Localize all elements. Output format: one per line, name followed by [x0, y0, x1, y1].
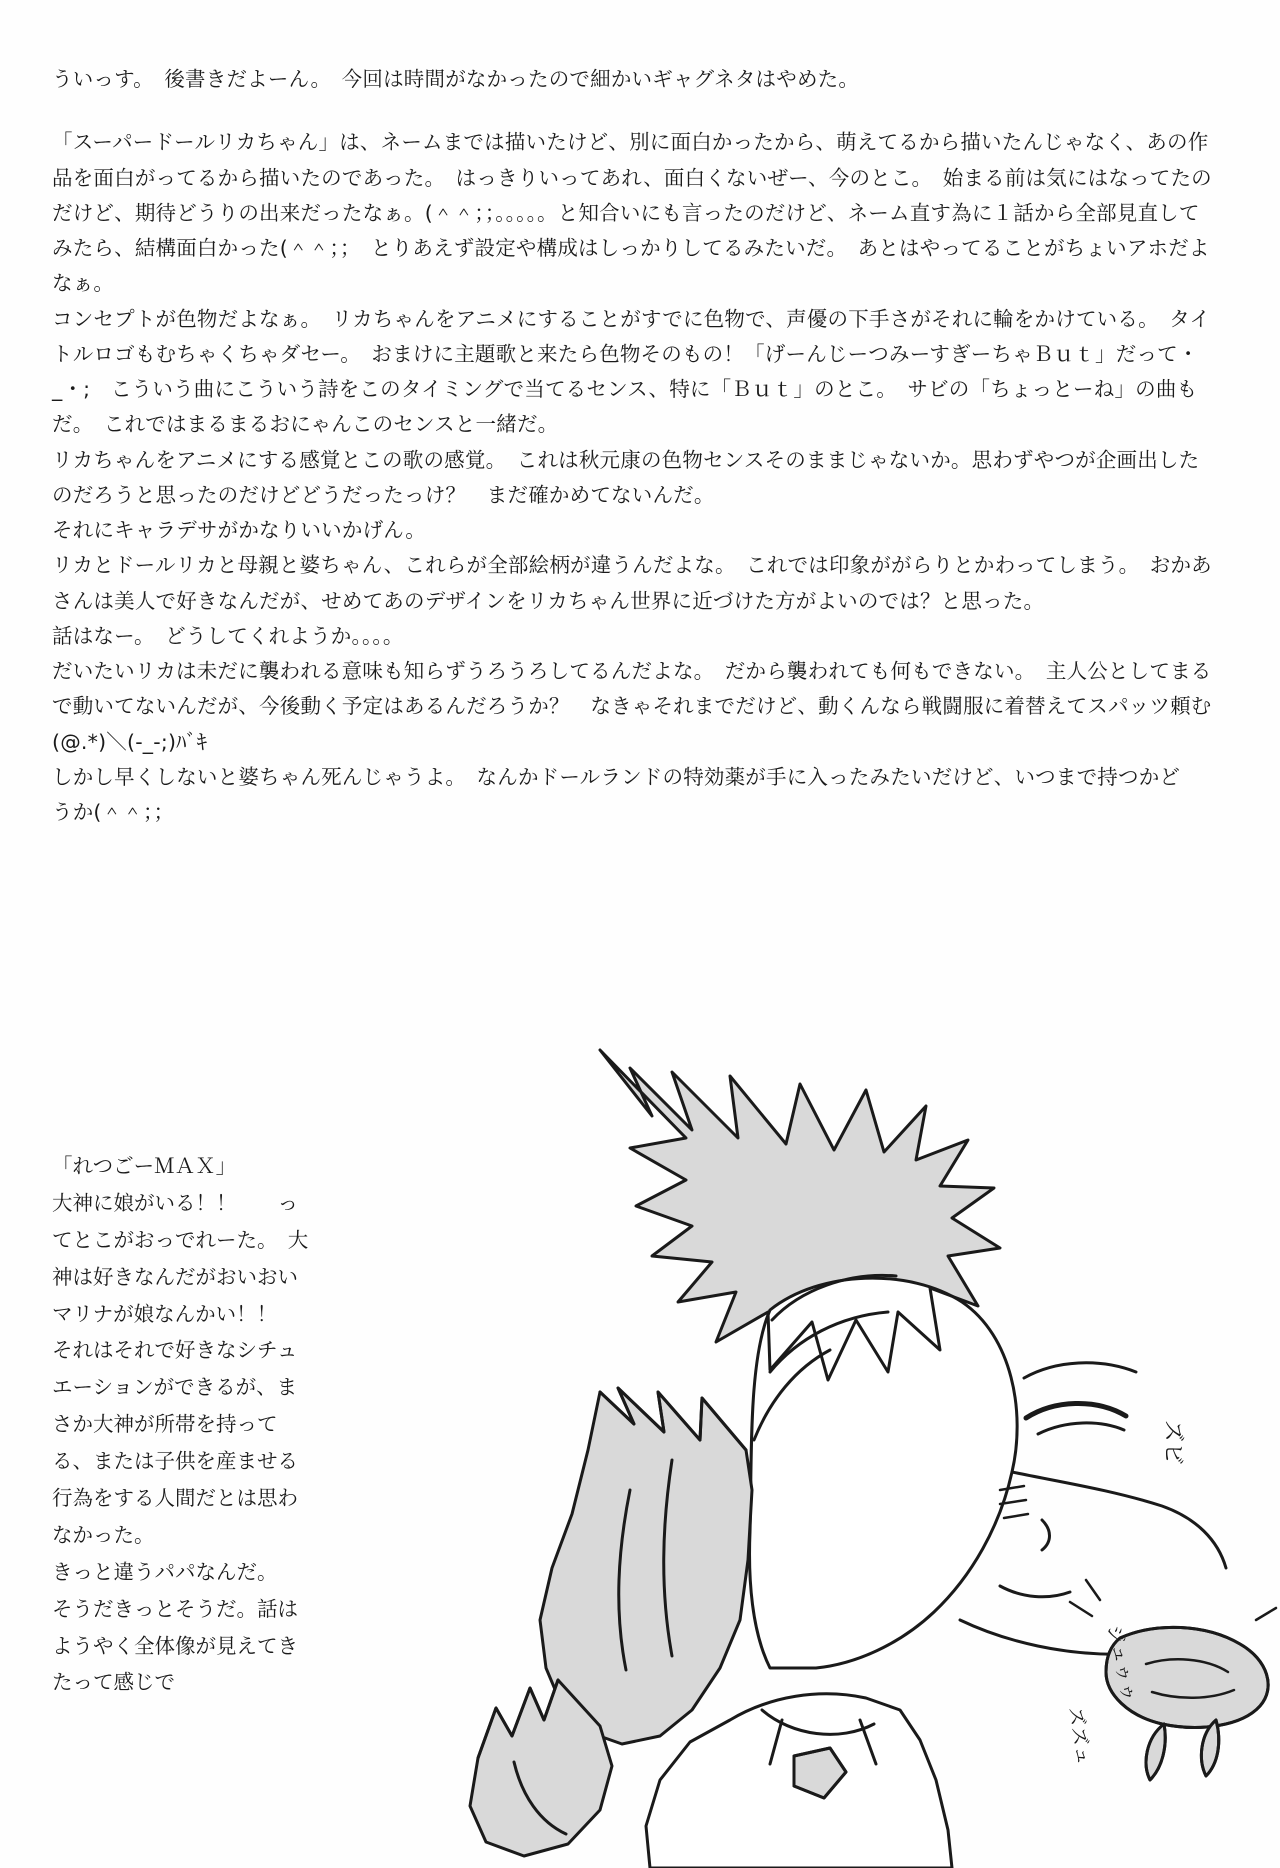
- afterword-paragraph: だいたいリカは未だに襲われる意味も知らずうろうろしてるんだよな。 だから襲われても何もできない。 主人公としてまるで動いてないんだが、今後動く予定はあるんだろうか？ なきゃそれまでだけど、動くんなら戦闘服に着替えてスパッツ頼む(@.*)＼(-_-;)ﾊﾞｷ: [52, 659, 1212, 754]
- afterword-paragraph: コンセプトが色物だよなぁ。 リカちゃんをアニメにすることがすでに色物で、声優の下手さがそれに輪をかけている。 タイトルロゴもむちゃくちゃダセー。 おまけに主題歌と来たら色物そのもの！「げーんじーつみーすぎーちゃＢｕｔ」だって・_・; こういう曲にこういう詩をこのタイミングで当てるセンス、特に「Ｂｕｔ」のとこ。 サビの「ちょっとーね」の曲もだ。 これではまるまるおにゃんこのセンスと一緒だ。: [52, 306, 1211, 437]
- afterword-paragraph: それにキャラデサがかなりいいかげん。: [52, 518, 426, 542]
- afterword-paragraph: うか(＾＾；；: [52, 800, 175, 824]
- afterword-text-block: [52, 62, 1212, 830]
- afterword-paragraph: 「スーパードールリカちゃん」は、ネームまでは描いたけど、別に面白かったから、萌えてるから描いたんじゃなく、あの作品を面白がってるから描いたのであった。 はっきりいってあれ、面白くないぜー、今のとこ。 始まる前は気にはなってたのだけど、期待どうりの出来だったなぁ。(＾＾；；。。。。。と知合いにも言ったのだけど、ネーム直す為に１話から全部見直してみたら、結構面白かった(＾＾；； とりあえず設定や構成はしっかりしてるみたいだ。 あとはやってることがちょいアホだよなぁ。: [52, 130, 1212, 296]
- afterword-paragraph: リカとドールリカと母親と婆ちゃん、これらが全部絵柄が違うんだよな。 これでは印象ががらりとかわってしまう。 おかあさんは美人で好きなんだが、せめてあのデザインをリカちゃん世界に近づけた方がよいのでは？と思った。: [52, 553, 1212, 613]
- sfx-text: ズズュ: [1064, 1705, 1095, 1768]
- afterword-paragraph: しかし早くしないと婆ちゃん死んじゃうよ。 なんかドールランドの特効薬が手に入ったみたいだけど、いつまで持つかど: [52, 764, 1181, 789]
- afterword-paragraph: 話はなー。 どうしてくれようか。。。。: [52, 623, 404, 648]
- afterword-paragraph: ういっす。 後書きだよーん。 今回は時間がなかったので細かいギャグネタはやめた。: [52, 67, 860, 91]
- left-column-paragraph: 大神に娘がいる！！ ってとこがおっでれーた。 大神は好きなんだがおいおいマリナが娘なんかい！！: [52, 1190, 309, 1326]
- manga-illustration: [300, 1020, 1280, 1868]
- left-column-paragraph: それはそれで好きなシチュエーションができるが、まさか大神が所帯を持ってる、または子供を産ませる行為をする人間だとは思わなかった。: [52, 1338, 298, 1547]
- left-column-heading: 「れつごーＭＡＸ」: [52, 1154, 237, 1178]
- left-column-text-block: [52, 1148, 310, 1701]
- left-column-paragraph: きっと違うパパなんだ。 そうだきっとそうだ。話はようやく全体像が見えてきたって感じで: [52, 1559, 309, 1695]
- sfx-text: ズビ: [1160, 1420, 1185, 1466]
- sfx-text: ジュゥゥ: [1102, 1622, 1141, 1705]
- afterword-paragraph: リカちゃんをアニメにする感覚とこの歌の感覚。 これは秋元康の色物センスそのままじゃないか。思わずやつが企画出したのだろうと思ったのだけどどうだったっけ？ まだ確かめてないんだ。: [52, 447, 1200, 507]
